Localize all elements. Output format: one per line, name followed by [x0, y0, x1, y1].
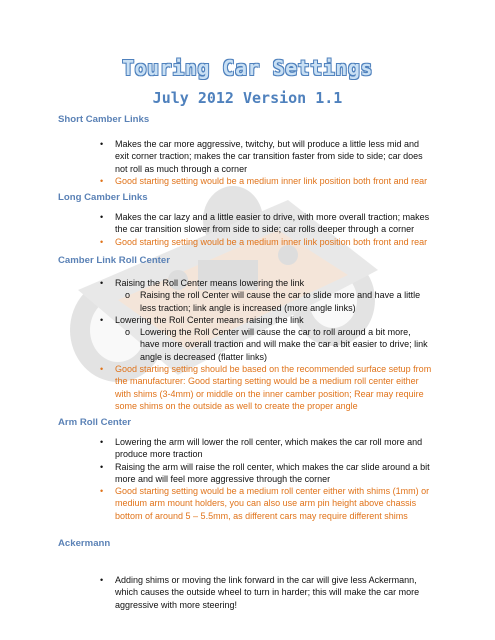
- list-item: • Raising the arm will raise the roll center, which makes the car slide around a bit more and will feel more aggressive through the corner: [100, 461, 430, 484]
- bullet-icon: •: [100, 461, 104, 472]
- bullet-icon: •: [100, 314, 104, 325]
- document-subtitle: July 2012 Version 1.1: [152, 89, 343, 107]
- list-item: • Makes the car lazy and a little easier to drive, with more overall traction; makes the car transition slower from side to side; car rolls deeper through a corner: [100, 212, 430, 235]
- bullet-icon: •: [100, 437, 104, 447]
- sub-list-item: o Raising the roll Center will cause the car to slide more and have a little less traction; link angle is increased (more angle links): [125, 290, 421, 313]
- list-item: • Lowering the Roll Center means raising the link o Lowering the Roll Center will cause the car to roll around a bit more, have more overall traction and will make the car a bit easier to drive; link angle is decreased (flatter links): [98, 314, 432, 363]
- list-item-recommendation: • Good starting setting would be a medium inner link position both front and rear: [100, 236, 428, 247]
- bullet-icon: •: [100, 139, 104, 149]
- list-item-recommendation: • Good starting setting would be a medium inner link position both front and rear: [100, 175, 428, 186]
- bullet-icon: •: [100, 278, 104, 288]
- list-item-recommendation: • Good starting setting would be a medium roll center either with shims (1mm) or medium arm mount holders, you can also use arm pin height above chassis bottom of around 5 – 5.5mm, as different cars may require different shims: [100, 486, 430, 521]
- sub-list-item: o Lowering the Roll Center will cause the car to roll around a bit more, have more overall traction and will make the car a bit easier to drive; link angle is decreased (flatter links): [125, 327, 428, 362]
- sub-bullet-icon: o: [125, 327, 131, 338]
- bullet-icon: •: [100, 364, 104, 375]
- bullet-icon: •: [100, 486, 104, 497]
- list-item-recommendation: • Good starting setting should be based on the recommended surface setup from the manufacturer: Good starting setting would be a medium roll center either with shims (3-4mm) or middle on the inner camber position; Rear may require some shims on the outside as well to create the proper angle: [100, 364, 432, 411]
- sub-list: [115, 289, 432, 314]
- short-camber-list: [98, 138, 432, 187]
- section-heading-short-camber-links: Short Camber Links: [58, 114, 150, 125]
- bullet-icon: •: [100, 175, 104, 186]
- list-item: • Raising the Roll Center means lowering the link o Raising the roll Center will cause the car to slide more and have a little less traction; link angle is increased (more angle links): [98, 277, 432, 314]
- list-item: • Adding shims or moving the link forward in the car will give less Ackermann, which causes the outside wheel to turn in harder; this will make the car more aggressive with more steering!: [100, 575, 420, 610]
- sub-list: [115, 326, 432, 363]
- arm-roll-center-list: [98, 436, 432, 522]
- ackermann-list: [98, 574, 432, 611]
- list-item: • Lowering the arm will lower the roll center, which makes the car roll more and produce more traction: [100, 437, 423, 460]
- document-title: Touring Car Settings: [122, 56, 373, 80]
- camber-roll-center-list: [98, 277, 432, 412]
- section-heading-camber-link-roll-center: Camber Link Roll Center: [58, 255, 170, 266]
- long-camber-list: [98, 211, 432, 248]
- list-item: • Makes the car more aggressive, twitchy, but will produce a little less mid and exit corner traction; makes the car transition faster from side to side; car does not roll as much through a corner: [100, 139, 423, 174]
- section-heading-ackermann: Ackermann: [58, 538, 111, 549]
- section-heading-long-camber-links: Long Camber Links: [58, 192, 148, 203]
- bullet-icon: •: [100, 575, 104, 585]
- bullet-icon: •: [100, 212, 104, 222]
- sub-bullet-icon: o: [125, 290, 131, 301]
- section-heading-arm-roll-center: Arm Roll Center: [58, 417, 132, 428]
- bullet-icon: •: [100, 236, 104, 247]
